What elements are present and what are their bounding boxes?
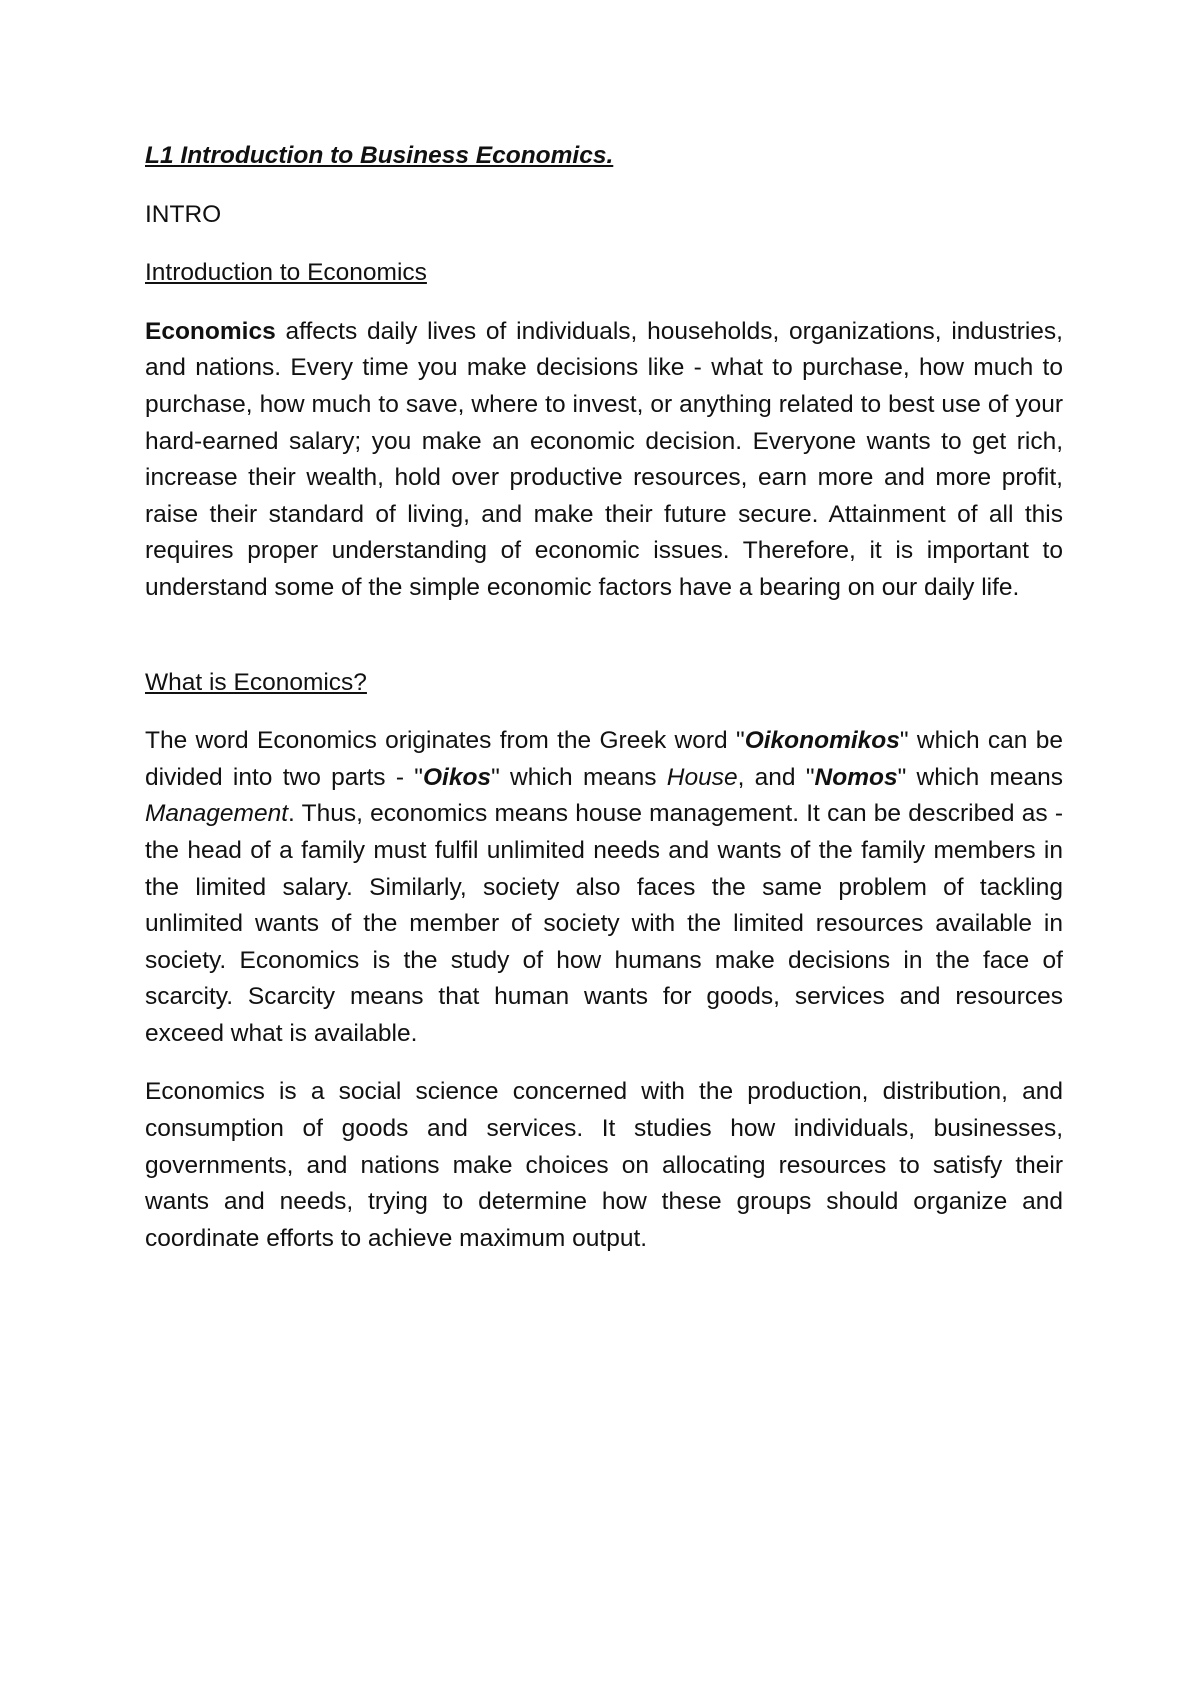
document-title: L1 Introduction to Business Economics. xyxy=(145,142,614,169)
etymology-text-4: , and " xyxy=(737,763,815,791)
word-management: Management xyxy=(145,800,289,828)
word-nomos: Nomos xyxy=(814,763,898,791)
etymology-text-6: . Thus, economics means house management. It can be described as - the head of a family must fulfil unlimited needs and wants of the family members in the limited salary. Similarly, society also faces the same problem of tackling unlimited wants of the member of society with the limited resources available in society. Economics is the study of how humans make decisions in the face of scarcity. Scarcity means that human wants for goods, services and resources exceed what is available. xyxy=(145,800,1063,1047)
intro-paragraph-text: affects daily lives of individuals, households, organizations, industries, and nations. Every time you make decisions like - what to purchase, how much to purchase, how much to save, where to invest, or anything related to best use of your hard-earned salary; you make an economic decision. Everyone wants to get rich, increase their wealth, hold over productive resources, earn more and more profit, raise their standard of living, and make their future secure. Attainment of all this requires proper understanding of economic issues. Therefore, it is important to understand some of the simple economic factors have a bearing on our daily life. xyxy=(145,317,1063,601)
heading-introduction-to-economics: Introduction to Economics xyxy=(145,259,427,287)
etymology-text-2: " which can be divided into two parts - " xyxy=(145,727,1064,791)
heading-what-is-economics: What is Economics? xyxy=(145,668,367,696)
document-page xyxy=(145,138,1063,1257)
etymology-text-3: " which means xyxy=(491,763,667,791)
intro-paragraph xyxy=(145,314,1063,607)
term-economics: Economics xyxy=(145,317,276,345)
word-oikos: Oikos xyxy=(422,763,492,791)
etymology-paragraph xyxy=(145,723,1063,1052)
etymology-text-5: " which means xyxy=(897,763,1063,791)
section-label: INTRO xyxy=(145,200,222,228)
word-oikonomikos: Oikonomikos xyxy=(744,727,900,755)
etymology-text-1: The word Economics originates from the Greek word " xyxy=(145,727,745,755)
word-house: House xyxy=(666,763,738,791)
definition-paragraph: Economics is a social science concerned with the production, distribution, and consumption of goods and services. It studies how individuals, businesses, governments, and nations make choices on allocating resources to satisfy their wants and needs, trying to determine how these groups should organize and coordinate efforts to achieve maximum output. xyxy=(145,1078,1063,1252)
